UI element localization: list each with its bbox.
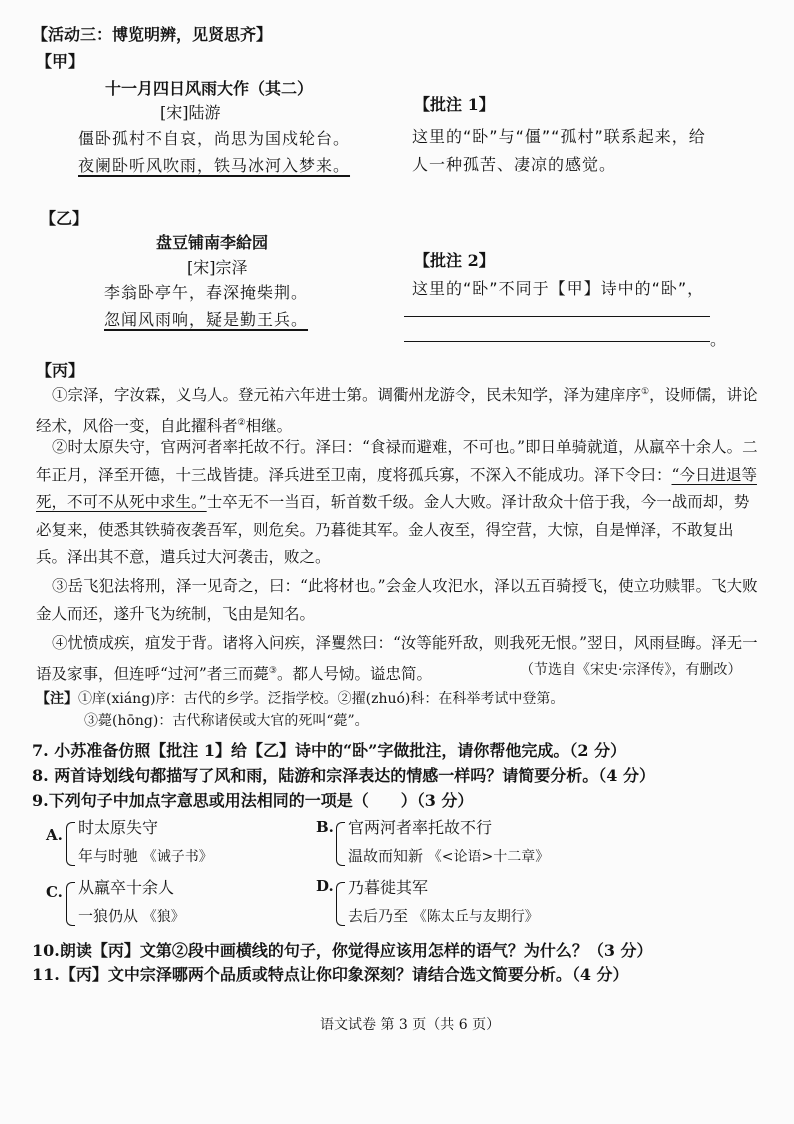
option-b-label: B. [316,818,334,836]
bing-p1-text-c: 相继。 [245,416,293,435]
notes-text-2: ③薨(hōng)：古代称诸侯或大官的死叫“薨”。 [84,713,369,729]
page-footer: 语文试卷 第 3 页（共 6 页） [320,1017,501,1033]
yi-poem-line-1: 李翁卧亭午，春深掩柴荆。 [104,283,309,302]
footnote-marker-3: ③ [268,665,277,676]
note1-tag: 【批注 1】 [414,95,495,114]
question-7: 7. 小苏准备仿照【批注 1】给【乙】诗中的“卧”字做批注，请你帮他完成。（2 分） [32,741,627,760]
question-9: 9.下列句子中加点字意思或用法相同的一项是（ ）（3 分） [32,791,474,810]
jia-poem-line-1: 僵卧孤村不自哀，尚思为国戍轮台。 [78,129,351,148]
bing-source: （节选自《宋史·宗泽传》，有删改） [520,662,742,678]
yi-poem-line-2-underlined: 忽闻风雨响，疑是勤王兵。 [104,310,309,329]
bing-p1-text-b: ，设师儒，讲论经术，风俗一变，自此擢科者 [36,386,758,435]
option-d-brace [336,882,345,926]
yi-poem-title: 盘豆铺南李給园 [156,233,269,252]
footnote-marker-2: ② [237,417,246,428]
bing-p2-text-b: 士卒无不一当百，斩首数千级。金人大败。泽计敌众十倍于我，今一战而却，势必复来，使悉其铁骑夜袭吾军，则危矣。乃暮徙其军。金人夜至，得空营，大惊，自是惮泽，不敢复出兵。泽出其不意，遣兵过大河袭击，败之。 [36,493,750,566]
option-c-top: 从羸卒十余人 [78,878,175,897]
question-10: 10.朗读【丙】文第②段中画横线的句子，你觉得应该用怎样的语气？为什么？（3 分） [32,941,653,960]
option-a-top: 时太原失守 [78,818,159,837]
bing-p3-text: ③岳飞犯法将刑，泽一见奇之，曰：“此将材也。”会金人攻汜水，泽以五百骑授飞，使立功赎罪。飞大败金人而还，遂升飞为统制，飞由是知名。 [36,577,758,623]
note2-tag: 【批注 2】 [414,251,495,270]
footnote-marker-1: ① [641,387,650,397]
option-d-top: 乃暮徙其军 [348,878,429,897]
note1-line-1: 这里的“卧”与“僵”“孤村”联系起来，给 [412,127,706,146]
option-b-bottom-text: 温故而知新 [348,847,424,865]
option-a-brace [66,822,75,866]
bing-paragraph-2 [36,434,758,572]
option-d-bottom-source: 《陈太丘与友期行》 [412,909,539,925]
notes-label: 【注】 [36,691,78,707]
note1-line-2: 人一种孤苦、凄凉的感觉。 [412,155,617,174]
question-8: 8. 两首诗划线句都描写了风和雨，陆游和宗泽表达的情感一样吗？请简要分析。（4 分） [32,766,655,785]
option-c-bottom-source: 《狼》 [142,909,185,925]
bing-paragraph-1 [36,379,758,440]
bing-p1-text-a: ①宗泽，字汝霖，义乌人。登元祐六年进士第。调衢州龙游令，民未知学，泽为建庠序 [52,386,642,405]
yi-poem-author: [宋]宗泽 [187,258,248,277]
question-11: 11.【丙】文中宗泽哪两个品质或特点让你印象深刻？请结合选文简要分析。（4 分） [32,965,629,984]
jia-poem-title: 十一月四日风雨大作（其二） [105,79,314,98]
jia-tag: 【甲】 [36,52,85,71]
jia-poem-line-2-underlined: 夜阑卧听风吹雨，铁马冰河入梦来。 [78,156,351,175]
jia-poem-author: [宋]陆游 [160,103,221,122]
option-d-label: D. [316,877,334,895]
bing-p4-text-a: ④忧愤成疾，疽发于背。诸将入问疾，泽矍然曰：“汝等能歼敌，则我死无恨。”翌日，风雨昼晦。泽无一语及家事，但连呼“过河”者三而薨 [36,634,758,683]
option-d-bottom [348,905,539,926]
bing-tag: 【丙】 [36,361,85,380]
answer-blank-line-2 [404,341,710,342]
yi-tag: 【乙】 [40,209,89,228]
option-c-brace [66,882,75,926]
bing-p2-underlined-sentence: “今日进退等死，不可不从死中求生。” [36,465,757,511]
bing-p2-text-a: ②时太原失守，官两河者率托故不行。泽曰：“食禄而避难，不可也。”即日单骑就道，从羸卒十余人。二年正月，泽至开德，十三战皆捷。泽兵进至卫南，度将孤兵寡，不深入不能成功。泽下令曰： [36,438,758,484]
option-a-bottom-source: 《诫子书》 [142,849,213,865]
option-a-bottom [78,845,213,866]
option-b-top: 官两河者率托故不行 [348,818,493,837]
option-a-bottom-text: 年与时驰 [78,847,139,865]
option-b-bottom-source: 《<论语>十二章》 [427,849,550,865]
notes-block-line-1 [36,688,564,708]
option-a-label: A. [46,826,63,844]
notes-text-1: ①庠(xiáng)序：古代的乡学。泛指学校。②擢(zhuó)科：在科举考试中登第。 [78,691,565,707]
bing-paragraph-3 [36,573,758,628]
answer-blank-line-1 [404,316,710,317]
option-d-bottom-text: 去后乃至 [348,907,409,925]
note2-end-mark: 。 [710,330,727,349]
option-b-bottom [348,845,549,866]
bing-p4-text-b: 。都人号恸。谥忠简。 [276,664,432,683]
option-b-brace [336,822,345,866]
note2-line-1: 这里的“卧”不同于【甲】诗中的“卧”， [412,279,705,298]
option-c-bottom-text: 一狼仍从 [78,907,139,925]
activity-title: 【活动三：博览明辨，见贤思齐】 [32,25,273,44]
option-c-bottom [78,905,185,926]
option-c-label: C. [46,883,63,901]
